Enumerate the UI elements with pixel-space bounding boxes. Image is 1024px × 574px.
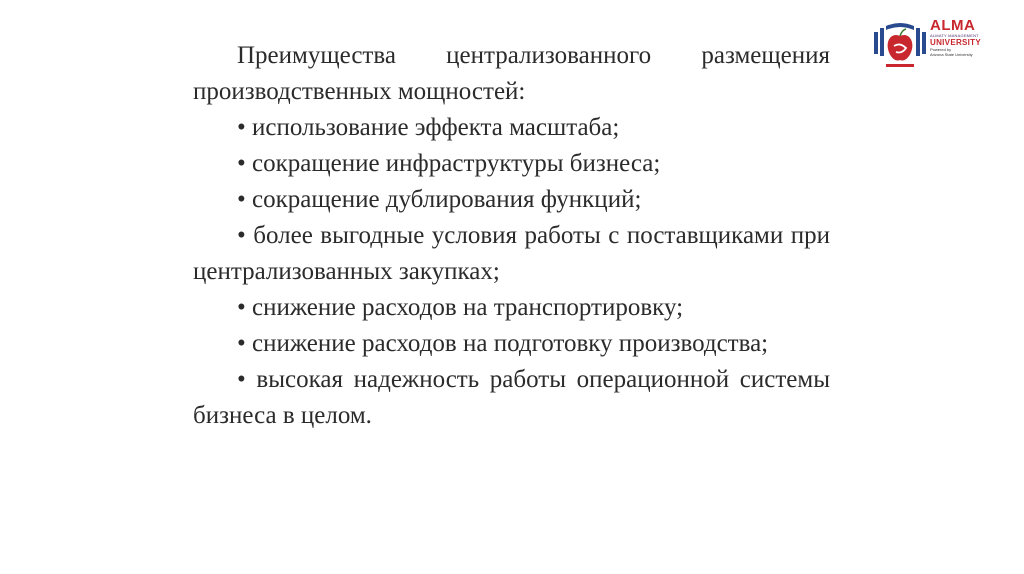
logo-powered-by: Powered by (930, 47, 952, 52)
list-item: • использование эффекта масштаба; (237, 114, 620, 141)
alma-university-logo (872, 18, 992, 78)
intro-paragraph: Преимущества централизованного размещения производственных мощностей: (193, 42, 830, 105)
list-item: • снижение расходов на транспортировку; (237, 294, 684, 321)
list-item: • снижение расходов на подготовку производства; (237, 330, 769, 357)
slide-content (193, 38, 830, 434)
books-apple-logo-icon (872, 18, 928, 74)
list-item: • более выгодные условия работы с поставщиками при централизованных закупках; (193, 222, 830, 285)
logo-subtitle: ALMATY MANAGEMENT (930, 33, 979, 38)
logo-university: UNIVERSITY (930, 38, 982, 47)
list-item: • сокращение инфраструктуры бизнеса; (237, 150, 661, 177)
logo-name: ALMA (930, 17, 976, 34)
logo-partner: Arizona State University (930, 52, 973, 57)
logo-text (930, 18, 994, 57)
list-item: • сокращение дублирования функций; (237, 186, 642, 213)
list-item: • высокая надежность работы операционной системы бизнеса в целом. (193, 366, 830, 429)
